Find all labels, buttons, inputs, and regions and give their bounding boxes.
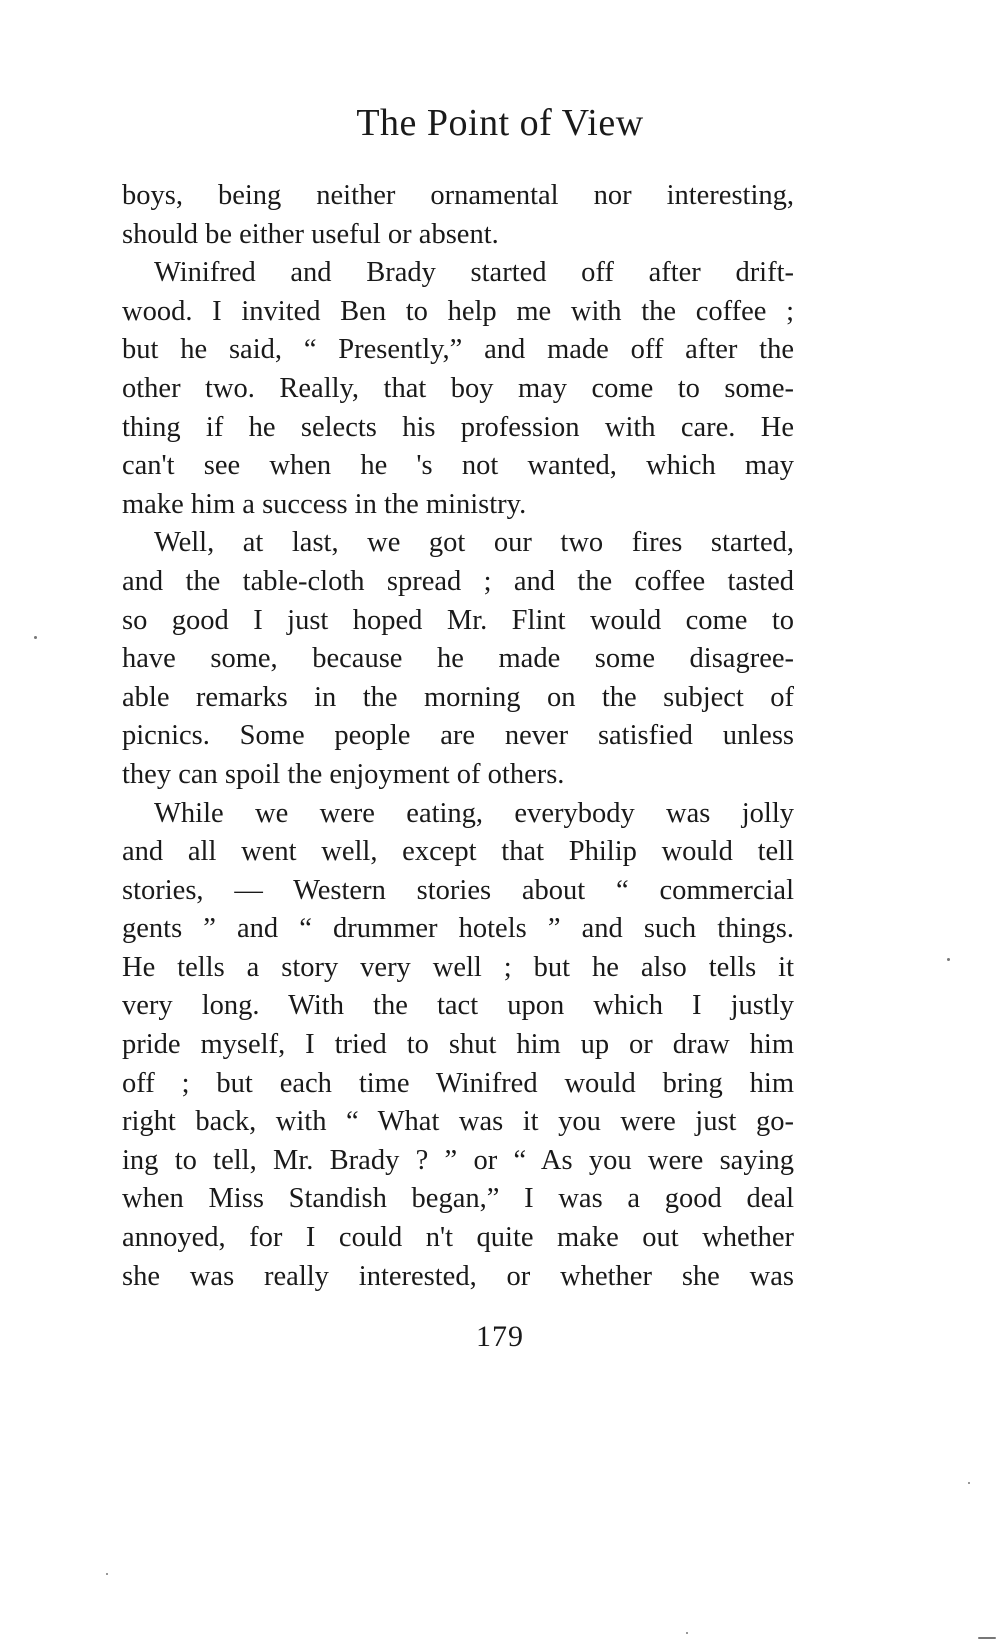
text-line: gents ” and “ drummer hotels ” and such things. <box>122 913 794 945</box>
text-line: pride myself, I tried to shut him up or draw him <box>122 1029 794 1061</box>
text-line: stories, — Western stories about “ commercial <box>122 874 794 906</box>
text-line: other two. Really, that boy may come to some- <box>122 372 794 404</box>
running-head: The Point of View <box>356 102 644 144</box>
text-line: she was really interested, or whether she was <box>122 1260 794 1292</box>
text-line: when Miss Standish began,” I was a good deal <box>122 1183 794 1215</box>
text-line: but he said, “ Presently,” and made off after the <box>122 334 794 366</box>
scan-speck <box>978 1637 996 1639</box>
text-line: have some, because he made some disagree- <box>122 643 794 675</box>
text-line: wood. I invited Ben to help me with the coffee ; <box>122 295 794 327</box>
text-line: While we were eating, everybody was jolly <box>154 797 794 829</box>
scan-speck <box>947 958 950 961</box>
scan-speck <box>106 1573 108 1575</box>
text-line: right back, with “ What was it you were just go- <box>122 1106 794 1138</box>
text-line: off ; but each time Winifred would bring him <box>122 1067 794 1099</box>
text-line: should be either useful or absent. <box>122 218 499 250</box>
text-line: picnics. Some people are never satisfied unless <box>122 720 794 752</box>
text-line: ing to tell, Mr. Brady ? ” or “ As you were saying <box>122 1144 794 1176</box>
scan-speck <box>686 1632 688 1634</box>
text-line: can't see when he 's not wanted, which may <box>122 450 794 482</box>
page-number: 179 <box>476 1320 524 1353</box>
body-text <box>122 177 794 1296</box>
scan-speck <box>968 1482 970 1484</box>
text-line: able remarks in the morning on the subject of <box>122 681 794 713</box>
text-line: He tells a story very well ; but he also tells it <box>122 951 794 983</box>
text-line: annoyed, for I could n't quite make out whether <box>122 1222 794 1254</box>
text-line: boys, being neither ornamental nor interesting, <box>122 180 794 211</box>
text-line: so good I just hoped Mr. Flint would come to <box>122 604 794 636</box>
text-line: very long. With the tact upon which I justly <box>122 990 794 1022</box>
text-line: Well, at last, we got our two fires started, <box>154 527 794 559</box>
text-line: make him a success in the ministry. <box>122 488 527 520</box>
text-line: thing if he selects his profession with care. He <box>122 411 794 443</box>
text-line: and the table-cloth spread ; and the coffee tasted <box>122 565 794 597</box>
text-line: they can spoil the enjoyment of others. <box>122 758 565 790</box>
text-line: and all went well, except that Philip would tell <box>122 836 794 868</box>
text-line: Winifred and Brady started off after drift- <box>154 257 794 289</box>
scan-speck <box>34 636 37 639</box>
